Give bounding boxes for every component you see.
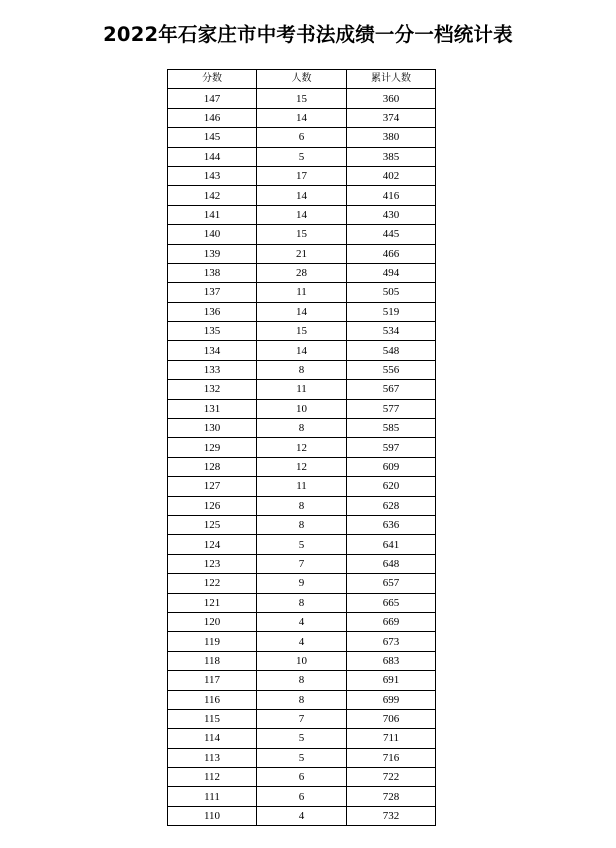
score-cell: 132 (168, 380, 257, 399)
score-cell: 113 (168, 748, 257, 767)
count-cell: 7 (257, 554, 347, 573)
table-row (168, 341, 436, 360)
table-row (168, 651, 436, 670)
cumulative-cell: 636 (347, 515, 436, 534)
table-row (168, 632, 436, 651)
cumulative-cell: 585 (347, 419, 436, 438)
cumulative-cell: 577 (347, 399, 436, 418)
table-row (168, 671, 436, 690)
table-row (168, 593, 436, 612)
table-row (168, 147, 436, 166)
score-cell: 130 (168, 419, 257, 438)
table-row (168, 438, 436, 457)
score-cell: 128 (168, 457, 257, 476)
table-row (168, 225, 436, 244)
score-cell: 139 (168, 244, 257, 263)
score-cell: 118 (168, 651, 257, 670)
table-row (168, 89, 436, 108)
score-cell: 147 (168, 89, 257, 108)
table-row (168, 690, 436, 709)
table-body (168, 89, 436, 826)
cumulative-cell: 732 (347, 806, 436, 825)
cumulative-cell: 505 (347, 283, 436, 302)
count-cell: 11 (257, 380, 347, 399)
score-cell: 143 (168, 166, 257, 185)
count-cell: 8 (257, 671, 347, 690)
table-row (168, 263, 436, 282)
table-row (168, 574, 436, 593)
cumulative-cell: 556 (347, 360, 436, 379)
score-cell: 111 (168, 787, 257, 806)
table-row (168, 419, 436, 438)
count-cell: 4 (257, 806, 347, 825)
score-cell: 122 (168, 574, 257, 593)
table-row (168, 380, 436, 399)
cumulative-cell: 699 (347, 690, 436, 709)
cumulative-cell: 706 (347, 709, 436, 728)
count-cell: 7 (257, 709, 347, 728)
count-cell: 12 (257, 457, 347, 476)
score-cell: 135 (168, 322, 257, 341)
table-row (168, 515, 436, 534)
count-cell: 8 (257, 496, 347, 515)
count-cell: 12 (257, 438, 347, 457)
count-cell: 21 (257, 244, 347, 263)
score-cell: 123 (168, 554, 257, 573)
count-cell: 10 (257, 651, 347, 670)
table-row (168, 554, 436, 573)
table-row (168, 166, 436, 185)
cumulative-cell: 722 (347, 768, 436, 787)
score-cell: 129 (168, 438, 257, 457)
count-cell: 11 (257, 283, 347, 302)
count-cell: 15 (257, 322, 347, 341)
count-cell: 15 (257, 89, 347, 108)
cumulative-cell: 728 (347, 787, 436, 806)
cumulative-cell: 648 (347, 554, 436, 573)
table-row (168, 108, 436, 127)
count-cell: 5 (257, 729, 347, 748)
column-header-score: 分数 (168, 70, 257, 89)
cumulative-cell: 548 (347, 341, 436, 360)
score-cell: 110 (168, 806, 257, 825)
column-header-cumulative: 累计人数 (347, 70, 436, 89)
count-cell: 8 (257, 593, 347, 612)
cumulative-cell: 683 (347, 651, 436, 670)
score-cell: 125 (168, 515, 257, 534)
score-cell: 137 (168, 283, 257, 302)
count-cell: 17 (257, 166, 347, 185)
count-cell: 14 (257, 108, 347, 127)
count-cell: 10 (257, 399, 347, 418)
count-cell: 8 (257, 360, 347, 379)
count-cell: 11 (257, 477, 347, 496)
cumulative-cell: 402 (347, 166, 436, 185)
score-cell: 138 (168, 263, 257, 282)
cumulative-cell: 466 (347, 244, 436, 263)
score-cell: 144 (168, 147, 257, 166)
count-cell: 4 (257, 612, 347, 631)
table-row (168, 535, 436, 554)
cumulative-cell: 641 (347, 535, 436, 554)
cumulative-cell: 374 (347, 108, 436, 127)
cumulative-cell: 665 (347, 593, 436, 612)
count-cell: 6 (257, 128, 347, 147)
score-distribution-table (167, 69, 436, 826)
count-cell: 14 (257, 302, 347, 321)
count-cell: 8 (257, 690, 347, 709)
table-row (168, 787, 436, 806)
table-row (168, 244, 436, 263)
count-cell: 8 (257, 515, 347, 534)
cumulative-cell: 430 (347, 205, 436, 224)
score-cell: 124 (168, 535, 257, 554)
table-row (168, 496, 436, 515)
score-cell: 140 (168, 225, 257, 244)
score-cell: 131 (168, 399, 257, 418)
cumulative-cell: 673 (347, 632, 436, 651)
score-cell: 121 (168, 593, 257, 612)
cumulative-cell: 445 (347, 225, 436, 244)
score-cell: 119 (168, 632, 257, 651)
cumulative-cell: 534 (347, 322, 436, 341)
score-cell: 134 (168, 341, 257, 360)
count-cell: 6 (257, 768, 347, 787)
cumulative-cell: 628 (347, 496, 436, 515)
table-row (168, 748, 436, 767)
score-cell: 142 (168, 186, 257, 205)
page-title: 2022年石家庄市中考书法成绩一分一档统计表 (103, 23, 513, 46)
column-header-count: 人数 (257, 70, 347, 89)
score-cell: 120 (168, 612, 257, 631)
cumulative-cell: 567 (347, 380, 436, 399)
cumulative-cell: 691 (347, 671, 436, 690)
cumulative-cell: 494 (347, 263, 436, 282)
count-cell: 28 (257, 263, 347, 282)
cumulative-cell: 385 (347, 147, 436, 166)
cumulative-cell: 620 (347, 477, 436, 496)
table-row (168, 612, 436, 631)
cumulative-cell: 716 (347, 748, 436, 767)
cumulative-cell: 416 (347, 186, 436, 205)
count-cell: 15 (257, 225, 347, 244)
table-row (168, 360, 436, 379)
count-cell: 14 (257, 186, 347, 205)
table-row (168, 205, 436, 224)
score-cell: 146 (168, 108, 257, 127)
count-cell: 5 (257, 147, 347, 166)
score-cell: 116 (168, 690, 257, 709)
count-cell: 8 (257, 419, 347, 438)
count-cell: 14 (257, 205, 347, 224)
count-cell: 6 (257, 787, 347, 806)
table-row (168, 302, 436, 321)
table-row (168, 729, 436, 748)
score-cell: 141 (168, 205, 257, 224)
table-row (168, 457, 436, 476)
table-row (168, 806, 436, 825)
count-cell: 5 (257, 748, 347, 767)
table-row (168, 399, 436, 418)
score-cell: 114 (168, 729, 257, 748)
cumulative-cell: 669 (347, 612, 436, 631)
cumulative-cell: 380 (347, 128, 436, 147)
table-header-row (168, 70, 436, 89)
table-row (168, 768, 436, 787)
cumulative-cell: 711 (347, 729, 436, 748)
cumulative-cell: 519 (347, 302, 436, 321)
count-cell: 4 (257, 632, 347, 651)
score-cell: 115 (168, 709, 257, 728)
table-row (168, 283, 436, 302)
table-row (168, 186, 436, 205)
score-cell: 117 (168, 671, 257, 690)
score-cell: 112 (168, 768, 257, 787)
count-cell: 5 (257, 535, 347, 554)
cumulative-cell: 360 (347, 89, 436, 108)
score-cell: 133 (168, 360, 257, 379)
score-cell: 126 (168, 496, 257, 515)
count-cell: 9 (257, 574, 347, 593)
score-cell: 127 (168, 477, 257, 496)
cumulative-cell: 609 (347, 457, 436, 476)
count-cell: 14 (257, 341, 347, 360)
table-row (168, 477, 436, 496)
table-row (168, 709, 436, 728)
table-row (168, 322, 436, 341)
table-row (168, 128, 436, 147)
cumulative-cell: 597 (347, 438, 436, 457)
score-cell: 145 (168, 128, 257, 147)
cumulative-cell: 657 (347, 574, 436, 593)
score-cell: 136 (168, 302, 257, 321)
